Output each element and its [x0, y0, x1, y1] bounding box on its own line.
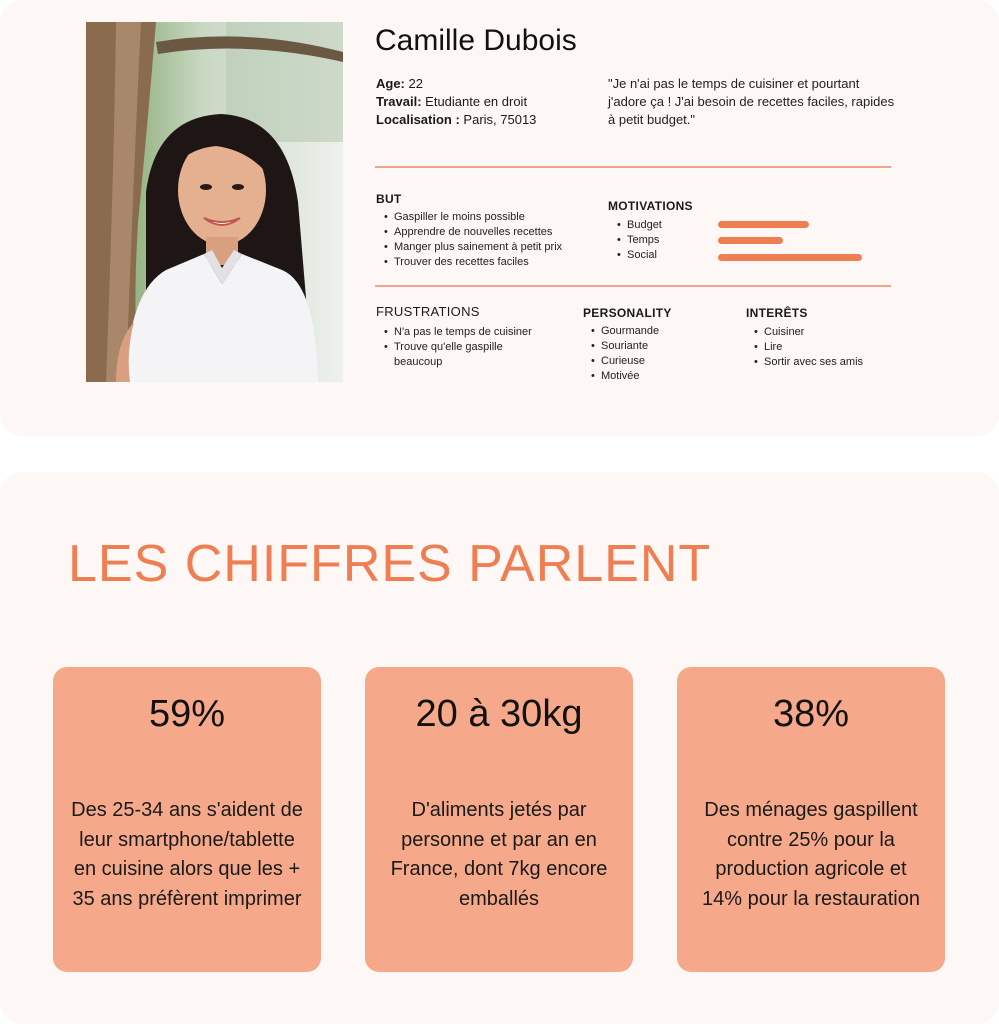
list-item: • Apprendre de nouvelles recettes: [382, 225, 562, 240]
list-item: • Curieuse: [589, 354, 659, 369]
list-item: • Cuisiner: [752, 325, 863, 340]
list-item: • Manger plus sainement à petit prix: [382, 240, 562, 255]
persona-photo: [86, 22, 343, 382]
fact-value: Etudiante en droit: [425, 94, 528, 109]
list-item: • Trouve qu'elle gaspille beaucoup: [382, 340, 524, 370]
stat-text: Des ménages gaspillent contre 25% pour la production agricole et 14% pour la restauration: [702, 799, 920, 910]
persona-photo-illustration: [86, 22, 343, 382]
frustrations-list: [382, 325, 567, 370]
interets-title: INTERÊTS: [746, 306, 808, 320]
list-item: • Social: [615, 248, 662, 263]
fact-label: Age:: [376, 76, 405, 91]
stat-card: [677, 667, 945, 972]
list-item: • Gaspiller le moins possible: [382, 210, 562, 225]
frustrations-title: FRUSTRATIONS: [376, 304, 480, 319]
interets-list: [752, 325, 863, 370]
stat-value: 20 à 30kg: [415, 693, 583, 735]
fact-label: Localisation :: [376, 112, 460, 127]
but-title: BUT: [376, 192, 402, 206]
list-item: • Sortir avec ses amis: [752, 355, 863, 370]
but-list: [382, 210, 562, 270]
motivation-bar-temps: [718, 237, 783, 244]
stat-value: 59%: [148, 693, 226, 735]
persona-name: Camille Dubois: [375, 24, 577, 57]
list-item: • Motivée: [589, 369, 659, 384]
list-item: • N'a pas le temps de cuisiner: [382, 325, 567, 340]
motivations-title: MOTIVATIONS: [608, 199, 693, 213]
stat-text: Des 25-34 ans s'aident de leur smartphone/tablette en cuisine alors que les + 35 ans préfèrent imprimer: [71, 799, 303, 910]
fact-value: Paris, 75013: [463, 112, 537, 127]
motivation-bar-social: [718, 254, 862, 261]
fact-travail: [376, 93, 536, 111]
list-item: • Temps: [615, 233, 662, 248]
divider: [375, 285, 891, 287]
persona-quote: "Je n'ai pas le temps de cuisiner et pourtant j'adore ça ! J'ai besoin de recettes faciles, rapides à petit budget.": [608, 76, 895, 127]
list-item: • Trouver des recettes faciles: [382, 255, 562, 270]
stat-value: 38%: [772, 693, 850, 735]
stat-text: D'aliments jetés par personne et par an en France, dont 7kg encore emballés: [390, 799, 608, 910]
persona-facts: [376, 75, 536, 129]
fact-label: Travail:: [376, 94, 422, 109]
list-item: • Budget: [615, 218, 662, 233]
stat-card: [53, 667, 321, 972]
personality-list: [589, 324, 659, 384]
fact-value: 22: [408, 76, 423, 91]
list-item: • Lire: [752, 340, 863, 355]
motivation-bar-budget: [718, 221, 809, 228]
stats-title: LES CHIFFRES PARLENT: [68, 535, 712, 593]
fact-localisation: [376, 111, 536, 129]
fact-age: [376, 75, 536, 93]
list-item: • Souriante: [589, 339, 659, 354]
divider: [375, 166, 891, 168]
stat-card: [365, 667, 633, 972]
list-item: • Gourmande: [589, 324, 659, 339]
motivations-list: [615, 218, 662, 263]
personality-title: PERSONALITY: [583, 306, 672, 320]
persona-card: [0, 0, 999, 436]
